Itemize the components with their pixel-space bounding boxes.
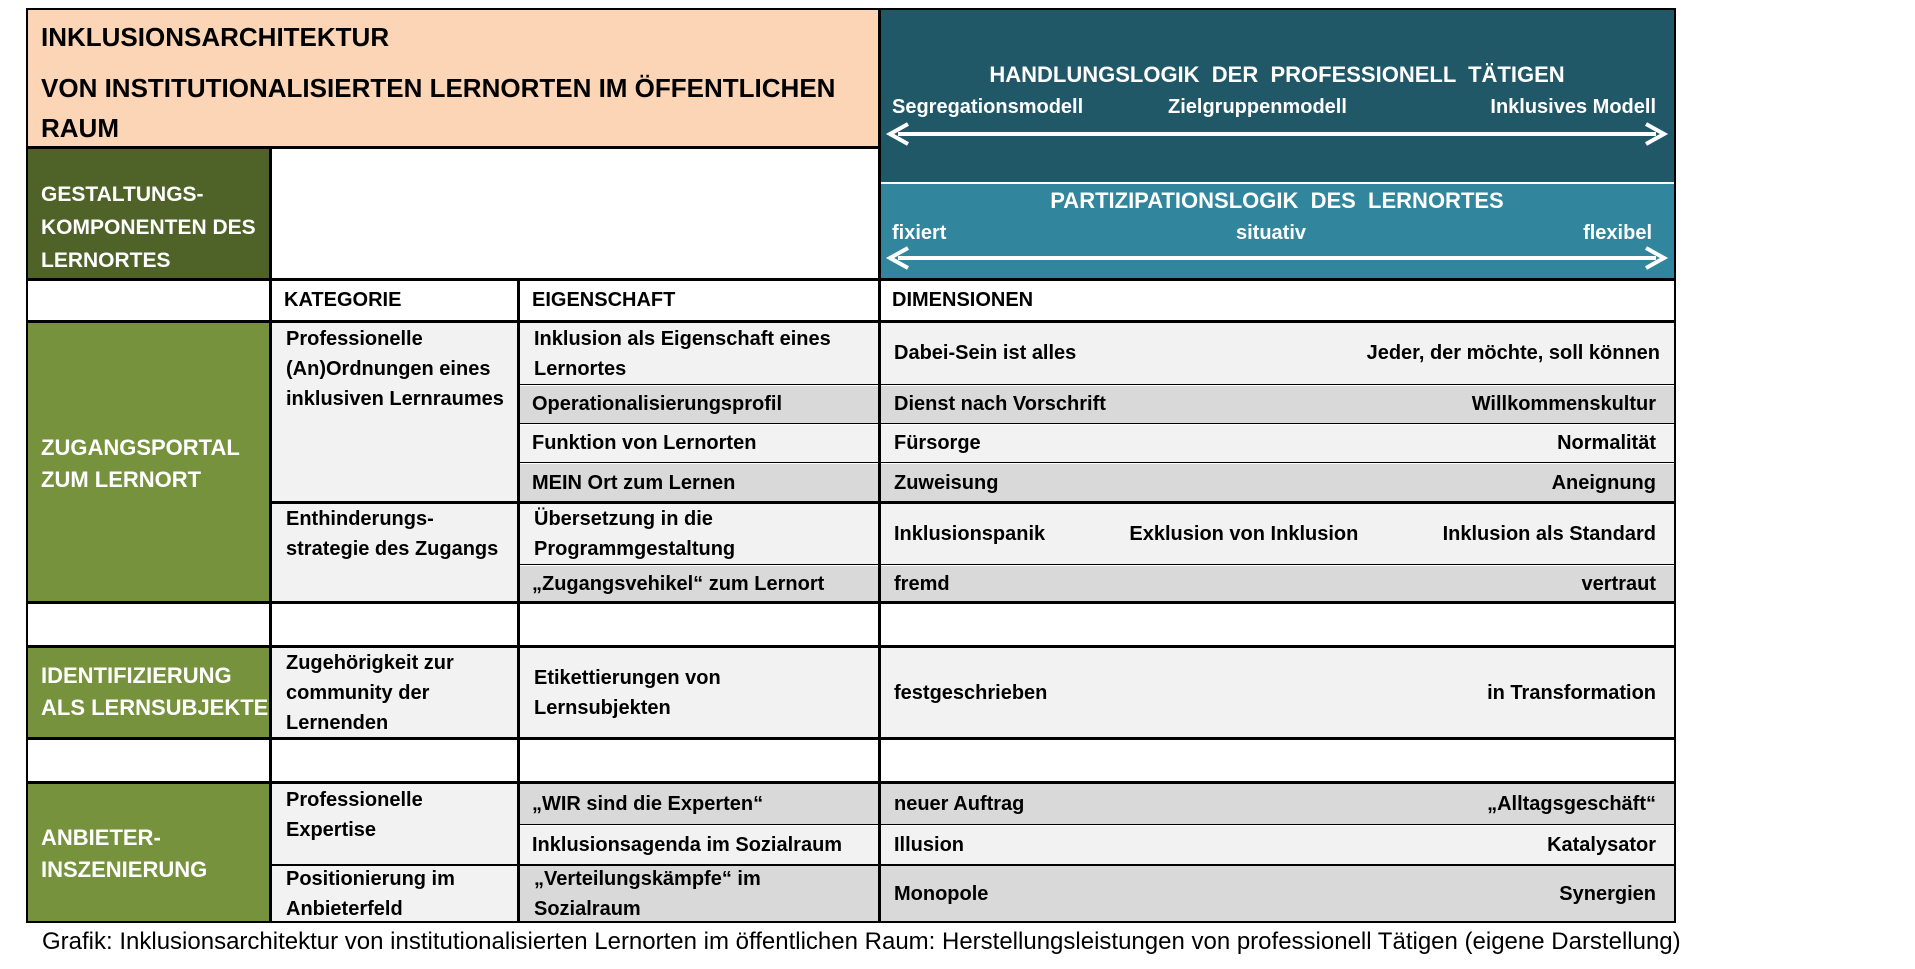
gestaltung-label-box — [27, 148, 270, 278]
grid-line — [520, 423, 1674, 424]
grid-line — [272, 501, 1674, 504]
title-box — [27, 10, 880, 146]
section-identifizierung-label: IDENTIFIZIERUNG ALS LERNSUBJEKTE — [41, 663, 269, 720]
grid-line — [272, 864, 1674, 866]
dimension-row — [882, 504, 1674, 564]
section-identifizierung — [27, 648, 270, 738]
grid-line — [27, 8, 1676, 10]
dimension-right: vertraut — [1581, 572, 1656, 595]
section-zugangsportal-label: ZUGANGSPORTAL ZUM LERNORT — [41, 435, 240, 492]
eigenschaft-text: MEIN Ort zum Lernen — [532, 471, 736, 494]
grid-line — [269, 146, 272, 922]
title-line-1: INKLUSIONSARCHITEKTUR — [41, 22, 390, 52]
kategorie-text: Professionelle Expertise — [286, 789, 423, 841]
dimension-left: Dienst nach Vorschrift — [894, 393, 1106, 415]
dimension-row — [882, 784, 1674, 824]
dimension-row — [882, 866, 1674, 922]
dimension-right: in Transformation — [1487, 681, 1656, 704]
header-eigenschaft: EIGENSCHAFT — [532, 288, 676, 311]
gestaltung-label: GESTALTUNGS-KOMPONENTEN DES LERNORTES — [41, 183, 256, 272]
partizipationslogik-middle: situativ — [1236, 222, 1307, 244]
handlungslogik-heading: HANDLUNGSLOGIK DER PROFESSIONELL TÄTIGEN — [989, 62, 1565, 87]
handlungslogik-left: Segregationsmodell — [892, 96, 1084, 118]
grid-line — [27, 781, 1676, 784]
eigenschaft-text: Übersetzung in die Programmgestaltung — [534, 508, 736, 560]
dimension-right: Normalität — [1557, 432, 1656, 454]
double-arrow-icon — [884, 122, 1670, 146]
dimension-left: Fürsorge — [894, 432, 981, 454]
dimension-left: neuer Auftrag — [894, 792, 1025, 815]
handlungslogik-middle: Zielgruppenmodell — [1168, 96, 1347, 118]
partizipationslogik-box — [880, 184, 1674, 278]
dimension-right: „Alltagsgeschäft“ — [1487, 792, 1656, 815]
figure-caption: Grafik: Inklusionsarchitektur von institutionalisierten Lernorten im öffentlichen Raum: Herstellungsleistungen von professionell Tätigen (eigene Darstellung) — [42, 928, 1681, 955]
grid-line — [27, 645, 1676, 648]
dimension-right: Willkommenskultur — [1471, 393, 1656, 415]
eigenschaft-text: Funktion von Lernorten — [532, 432, 757, 454]
dimension-left: Inklusionspanik — [894, 522, 1046, 545]
grid-line — [27, 601, 1676, 604]
dimension-left: Monopole — [894, 882, 989, 905]
dimension-row — [882, 826, 1674, 864]
dimension-row — [882, 322, 1674, 384]
header-dimensionen: DIMENSIONEN — [892, 288, 1034, 311]
dimension-row — [882, 386, 1674, 423]
grid-line — [520, 462, 1674, 463]
kategorie-text: Zugehörigkeit zur community der Lernenden — [286, 652, 454, 734]
double-arrow-icon — [884, 246, 1670, 270]
grid-line — [27, 921, 1676, 923]
grid-line — [878, 8, 881, 922]
dimension-row — [882, 464, 1674, 502]
header-kategorie: KATEGORIE — [284, 288, 402, 311]
dimension-left: Illusion — [894, 833, 964, 856]
dimension-left: festgeschrieben — [894, 681, 1048, 704]
eigenschaft-text: „WIR sind die Experten“ — [532, 792, 764, 815]
grid-line — [1674, 8, 1676, 923]
handlungslogik-box — [880, 10, 1674, 182]
handlungslogik-right: Inklusives Modell — [1490, 96, 1656, 118]
dimension-right: Synergien — [1559, 882, 1656, 905]
kategorie-text: Professionelle (An)Ordnungen eines inklusiven Lernraumes — [286, 328, 504, 410]
section-anbieter-label: ANBIETER-INSZENIERUNG — [41, 825, 208, 882]
partizipationslogik-right: flexibel — [1583, 222, 1652, 244]
grid-line — [520, 824, 1674, 825]
grid-line — [520, 564, 1674, 565]
section-zugangsportal — [27, 322, 270, 602]
grid-line — [520, 384, 1674, 385]
eigenschaft-text: Inklusion als Eigenschaft eines Lernortes — [534, 328, 831, 380]
dimension-right: Jeder, der möchte, soll können — [1366, 341, 1660, 364]
eigenschaft-text: Operationalisierungsprofil — [532, 393, 783, 415]
partizipationslogik-left: fixiert — [892, 222, 947, 244]
kategorie-text: Positionierung im Anbieterfeld — [286, 868, 455, 920]
dimension-row — [882, 425, 1674, 462]
grid-line — [27, 146, 880, 149]
dimension-left: fremd — [894, 572, 950, 595]
eigenschaft-text: „Zugangsvehikel“ zum Lernort — [532, 572, 825, 595]
dimension-right: Inklusion als Standard — [1442, 522, 1656, 545]
eigenschaft-text: „Verteilungskämpfe“ im Sozialraum — [534, 868, 761, 920]
title-line-2: VON INSTITUTIONALISIERTEN LERNORTEN IM ÖFFENTLICHEN RAUM — [41, 73, 836, 143]
grid-line — [517, 278, 520, 922]
dimension-row — [882, 566, 1674, 602]
dimension-left: Zuweisung — [894, 471, 999, 494]
dimension-row — [882, 648, 1674, 738]
kategorie-text: Enthinderungs-strategie des Zugangs — [286, 508, 499, 560]
grid-line — [27, 737, 1676, 740]
grid-line — [27, 278, 1676, 281]
partizipationslogik-heading: PARTIZIPATIONSLOGIK DES LERNORTES — [1050, 188, 1504, 213]
dimension-right: Katalysator — [1547, 833, 1656, 856]
grid-line — [27, 320, 1676, 323]
eigenschaft-text: Etikettierungen von Lernsubjekten — [534, 667, 721, 719]
eigenschaft-text: Inklusionsagenda im Sozialraum — [532, 833, 843, 856]
section-anbieter — [27, 784, 270, 922]
dimension-right: Aneignung — [1551, 471, 1656, 494]
dimension-middle: Exklusion von Inklusion — [1129, 522, 1359, 545]
dimension-left: Dabei-Sein ist alles — [894, 341, 1077, 364]
